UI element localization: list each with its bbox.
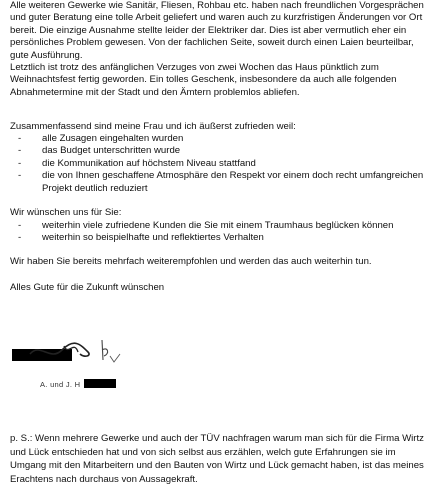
list-item: - alle Zusagen eingehalten wurden [18,133,424,145]
wishes-heading: Wir wünschen uns für Sie: [10,207,122,218]
name-redaction [84,379,116,388]
list-item: - weiterhin viele zufriedene Kunden die Sie mit einem Traumhaus beglücken können [18,220,424,232]
paragraph-trades: Alle weiteren Gewerke wie Sanitär, Fliesen, Rohbau etc. haben nach freundlichen Vorgesprächen und guter Beratung eine tolle Arbeit geliefert und waren auch zu kurzfristigen Änderungen vor Ort bereit. Die einzige Ausnahme stellte leider der Elektriker dar. Dies ist aber vermutlich eher ein persönliches Problem gewesen. Von der fachlichen Seite, soweit durch einen Laien beurteilbar, gute Ausführung. [10,0,424,61]
summary-heading: Zusammenfassend sind meine Frau und ich äußerst zufrieden weil: [10,121,296,132]
postscript: p. S.: Wenn mehrere Gewerke und auch der TÜV nachfragen warum man sich für die Firma Wirtz und Lück entschieden hat und von sich selbst aus erzählen, welch gute Erfahrungen sie im Umgang mit den Mitarbeitern und den Bauten von Wirtz und Lück gemacht haben, ist das meines Erachtens nach durchaus von Aussagekraft. [10,433,424,485]
list-item: - das Budget unterschritten wurde [18,145,424,157]
closing-line: Alles Gute für die Zukunft wünschen [10,282,165,293]
paragraph-completion: Letztlich ist trotz des anfänglichen Verzuges von zwei Wochen das Haus pünktlich zum Weihnachtsfest fertig geworden. Ein tolles Geschenk, insbesondere da auch alle folgenden Abnahmetermine mit der Stadt und den Ämtern problemlos abliefen. [10,62,397,98]
reasons-list [18,133,424,195]
list-item: - die von Ihnen geschaffene Atmosphäre den Respekt vor einem doch recht umfangreichen Projekt deutlich reduziert [18,170,424,195]
list-item: - weiterhin so beispielhafte und reflektiertes Verhalten [18,232,424,244]
list-item: - die Kommunikation auf höchstem Niveau stattfand [18,158,424,170]
recommendation-paragraph: Wir haben Sie bereits mehrfach weiterempfohlen und werden das auch weiterhin tun. [10,256,372,267]
signature-name: A. und J. H [40,380,81,389]
intro-paragraphs [10,0,424,99]
wishes-list [18,220,424,245]
handwritten-signature [10,332,150,372]
